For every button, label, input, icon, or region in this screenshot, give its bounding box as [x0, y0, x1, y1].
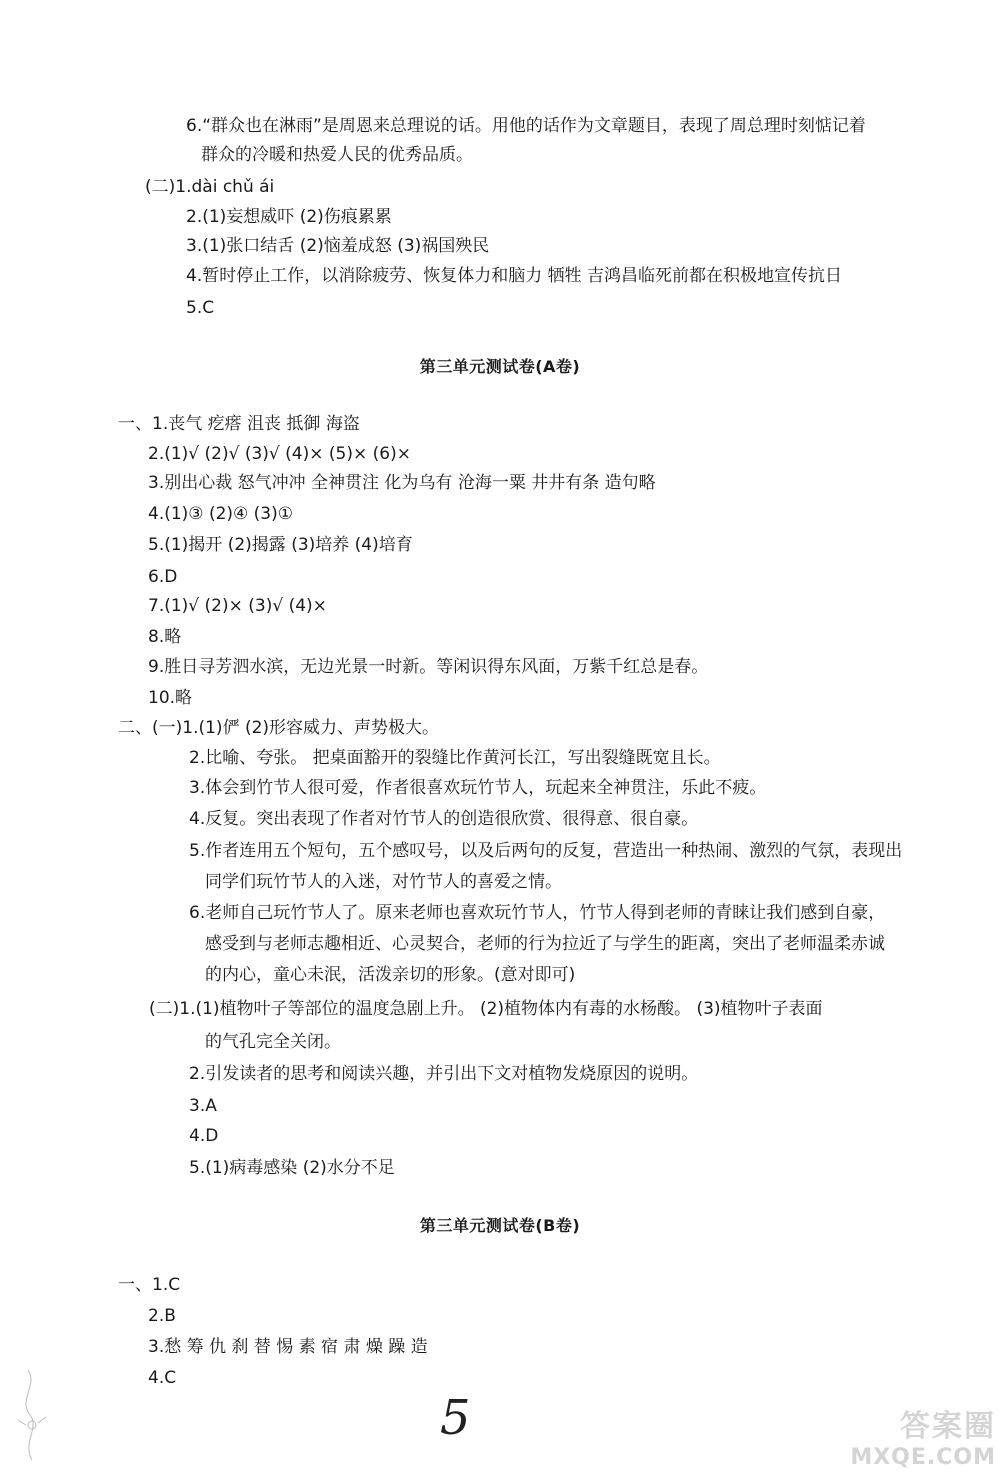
watermark-title: 答案圈	[900, 1409, 996, 1444]
text-line: 3.别出心裁 怒气冲冲 全神贯注 化为乌有 沧海一粟 井井有条 造句略	[148, 473, 656, 493]
text-line: 2.(1)√ (2)√ (3)√ (4)× (5)× (6)×	[148, 444, 411, 464]
watermark-logo	[846, 1401, 996, 1475]
text-line: 2.(1)妄想威吓 (2)伤痕累累	[186, 207, 392, 227]
text-line: 4.D	[189, 1126, 219, 1146]
text-line: 的气孔完全关闭。	[205, 1032, 341, 1052]
text-line: 6.老师自己玩竹节人了。原来老师也喜欢玩竹节人，竹节人得到老师的青睐让我们感到自豪，	[189, 903, 886, 923]
text-line: 7.(1)√ (2)× (3)√ (4)×	[148, 596, 327, 616]
text-line: 4.反复。突出表现了作者对竹节人的创造很欣赏、很得意、很自豪。	[189, 809, 699, 829]
text-line: 2.引发读者的思考和阅读兴趣，并引出下文对植物发烧原因的说明。	[189, 1064, 699, 1084]
binding-decoration-icon	[8, 1365, 58, 1475]
text-line: 3.体会到竹节人很可爱，作者很喜欢玩竹节人，玩起来全神贯注，乐此不疲。	[189, 778, 767, 798]
text-line: 群众的冷暖和热爱人民的优秀品质。	[201, 145, 473, 165]
text-line: 感受到与老师志趣相近、心灵契合，老师的行为拉近了与学生的距离，突出了老师温柔赤诚	[205, 934, 885, 954]
text-line: (二)1.dài chǔ ái	[145, 177, 275, 197]
text-line: 3.A	[189, 1096, 217, 1116]
text-line: 3.愁 筹 仇 刹 替 惕 素 宿 肃 燥 躁 造	[148, 1337, 428, 1357]
text-line: 5.(1)病毒感染 (2)水分不足	[189, 1158, 395, 1178]
section-heading: 第三单元测试卷(B卷)	[419, 1216, 581, 1235]
text-line: 5.作者连用五个短句，五个感叹号，以及后两句的反复，营造出一种热闹、激烈的气氛，表现出	[189, 841, 903, 861]
text-line: 4.暂时停止工作，以消除疲劳、恢复体力和脑力 牺牲 吉鸿昌临死前都在积极地宣传抗日	[186, 266, 843, 286]
text-line: 4.(1)③ (2)④ (3)①	[148, 504, 293, 524]
text-line: 二、(一)1.(1)俨 (2)形容威力、声势极大。	[118, 718, 440, 738]
text-line: 2.比喻、夸张。 把桌面豁开的裂缝比作黄河长江，写出裂缝既宽且长。	[189, 748, 721, 768]
text-line: 一、1.C	[118, 1275, 181, 1295]
text-line: 5.C	[186, 298, 215, 318]
text-line: 一、1.丧气 疙瘩 沮丧 抵御 海盗	[118, 414, 360, 434]
text-line: 5.(1)揭开 (2)揭露 (3)培养 (4)培育	[148, 535, 413, 555]
text-line: 3.(1)张口结舌 (2)恼羞成怒 (3)祸国殃民	[186, 236, 490, 256]
section-heading: 第三单元测试卷(A卷)	[419, 357, 581, 376]
text-line: 10.略	[148, 688, 193, 708]
text-line: 的内心，童心未泯，活泼亲切的形象。(意对即可)	[205, 965, 576, 985]
watermark-url: MXQE.COM	[850, 1445, 996, 1470]
text-line: 8.略	[148, 627, 182, 647]
text-line: 6.D	[148, 567, 178, 587]
text-line: 4.C	[148, 1368, 177, 1388]
text-line: 9.胜日寻芳泗水滨，无边光景一时新。等闲识得东风面，万紫千红总是春。	[148, 657, 709, 677]
text-line: 6.“群众也在淋雨”是周恩来总理说的话。用他的话作为文章题目，表现了周总理时刻惦记着	[186, 116, 866, 136]
text-line: 2.B	[148, 1306, 176, 1326]
page-number: 5	[440, 1390, 471, 1446]
text-line: 同学们玩竹节人的入迷，对竹节人的喜爱之情。	[205, 872, 562, 892]
text-line: (二)1.(1)植物叶子等部位的温度急剧上升。 (2)植物体内有毒的水杨酸。 (3)植物叶子表面	[149, 999, 823, 1019]
